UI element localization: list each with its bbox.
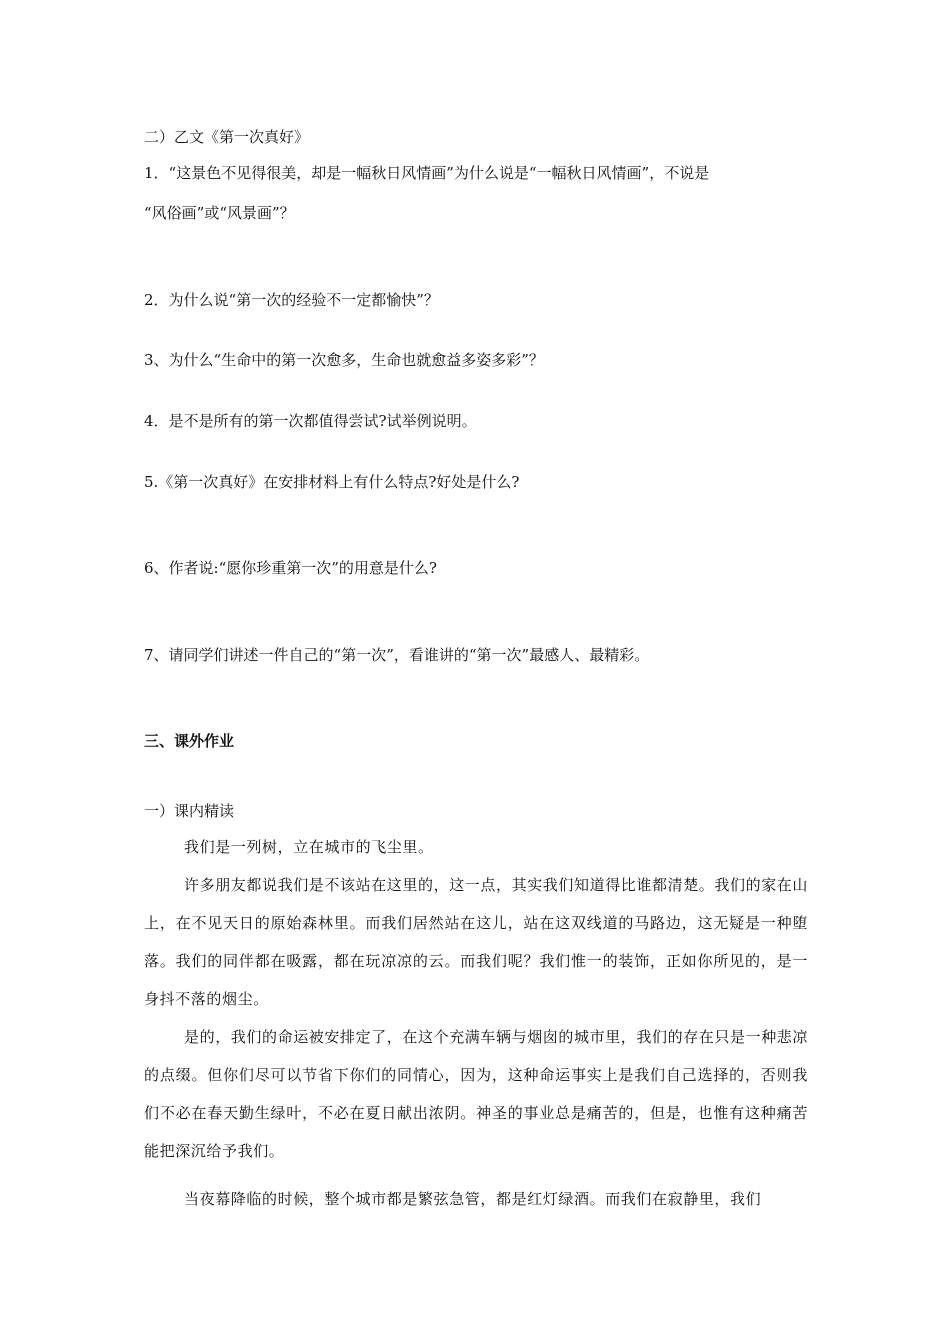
question-6: 6、作者说:“愿你珍重第一次”的用意是什么? [144, 559, 437, 577]
reading-paragraph-3: 是的，我们的命运被安排定了，在这个充满车辆与烟囱的城市里，我们的存在只是一种悲凉的点缀。但你们尽可以节省下你们的同情心，因为，这种命运事实上是我们自己选择的，否则我们不必在春天勤生绿叶，不必在夏日献出浓阴。神圣的事业总是痛苦的，但是，也惟有这种痛苦能把深沉给予我们。 [144, 1028, 809, 1160]
question-7: 7、请同学们讲述一件自己的“第一次”，看谁讲的“第一次”最感人、最精彩。 [144, 646, 650, 664]
section-heading-yiwen: 二）乙文《第一次真好》 [144, 128, 310, 146]
reading-paragraph-4: 当夜幕降临的时候，整个城市都是繁弦急管，都是红灯绿酒。而我们在寂静里，我们 [184, 1190, 762, 1208]
question-1-line-1: 1．“这景色不见得很美，却是一幅秋日风情画”为什么说是“一幅秋日风情画”，不说是 [144, 164, 710, 182]
sub-heading-reading: 一）课内精读 [144, 802, 235, 820]
section-heading-homework: 三、课外作业 [144, 732, 235, 750]
question-1-line-2: “风俗画”或“风景画”？ [144, 204, 295, 222]
question-3: 3、为什么“生命中的第一次愈多，生命也就愈益多姿多彩”？ [144, 351, 544, 369]
question-5: 5.《第一次真好》在安排材料上有什么特点?好处是什么? [144, 473, 520, 491]
question-4: 4．是不是所有的第一次都值得尝试?试举例说明。 [144, 412, 477, 430]
reading-paragraph-1: 我们是一列树，立在城市的飞尘里。 [184, 838, 434, 856]
question-2: 2．为什么说“第一次的经验不一定都愉快”？ [144, 291, 439, 309]
reading-paragraph-2: 许多朋友都说我们是不该站在这里的，这一点，其实我们知道得比谁都清楚。我们的家在山上，在不见天日的原始森林里。而我们居然站在这儿，站在这双线道的马路边，这无疑是一种堕落。我们的同伴都在吸露，都在玩凉凉的云。而我们呢？我们惟一的装饰，正如你所见的，是一身抖不落的烟尘。 [144, 876, 809, 1008]
